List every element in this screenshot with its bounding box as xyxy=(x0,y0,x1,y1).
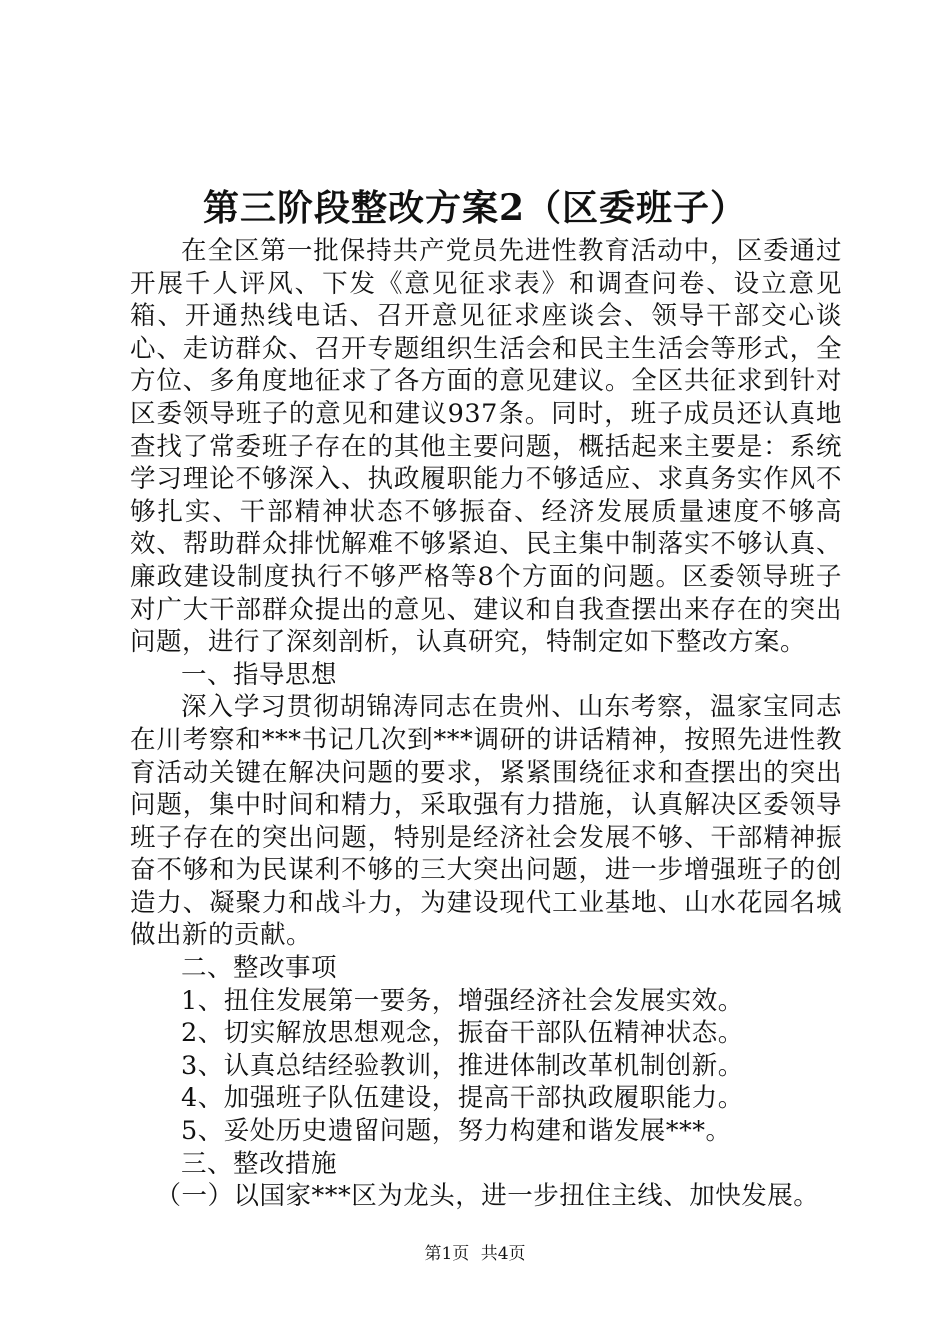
rectification-item: 3、认真总结经验教训，推进体制改革机制创新。 xyxy=(181,1050,744,1081)
rectification-item: 1、扭住发展第一要务，增强经济社会发展实效。 xyxy=(181,985,744,1016)
guiding-thought-paragraph: 深入学习贯彻胡锦涛同志在贵州、山东考察，温家宝同志在川考察和***书记几次到***调研的讲话精神，按照先进性教育活动关键在解决问题的要求，紧紧围绕征求和查摆出的突出问题，集中时间和精力，采取强有力措施，认真解决区委领导班子存在的突出问题，特别是经济社会发展不够、干部精神振奋不够和为民谋利不够的三大突出问题，进一步增强班子的创造力、凝聚力和战斗力，为建设现代工业基地、山水花园名城做出新的贡献。 xyxy=(130,692,842,951)
intro-paragraph: 在全区第一批保持共产党员先进性教育活动中，区委通过开展千人评风、下发《意见征求表》和调查问卷、设立意见箱、开通热线电话、召开意见征求座谈会、领导干部交心谈心、走访群众、召开专题组织生活会和民主生活会等形式，全方位、多角度地征求了各方面的意见建议。全区共征求到针对区委领导班子的意见和建议937条。同时，班子成员还认真地查找了常委班子存在的其他主要问题，概括起来主要是：系统学习理论不够深入、执政履职能力不够适应、求真务实作风不够扎实、干部精神状态不够振奋、经济发展质量速度不够高效、帮助群众排忧解难不够紧迫、民主集中制落实不够认真、廉政建设制度执行不够严格等8个方面的问题。区委领导班子对广大干部群众提出的意见、建议和自我查摆出来存在的突出问题，进行了深刻剖析，认真研究，特制定如下整改方案。 xyxy=(130,236,842,658)
document-body xyxy=(130,235,842,1213)
rectification-item: 2、切实解放思想观念，振奋干部队伍精神状态。 xyxy=(181,1018,744,1049)
section-heading-guiding-thought: 一、指导思想 xyxy=(181,659,338,690)
section-heading-rectification-items: 二、整改事项 xyxy=(181,953,338,984)
page-number: 第1页 xyxy=(424,1244,470,1264)
rectification-item: 4、加强班子队伍建设，提高干部执政履职能力。 xyxy=(181,1083,744,1114)
measure-subheading: （一）以国家***区为龙头，进一步扭住主线、加快发展。 xyxy=(155,1181,820,1212)
section-heading-rectification-measures: 三、整改措施 xyxy=(181,1148,338,1179)
page-total: 共4页 xyxy=(480,1244,526,1264)
rectification-item: 5、妥处历史遗留问题，努力构建和谐发展***。 xyxy=(181,1116,732,1147)
page-footer xyxy=(0,1242,950,1266)
document-title: 第三阶段整改方案2（区委班子） xyxy=(202,187,748,229)
